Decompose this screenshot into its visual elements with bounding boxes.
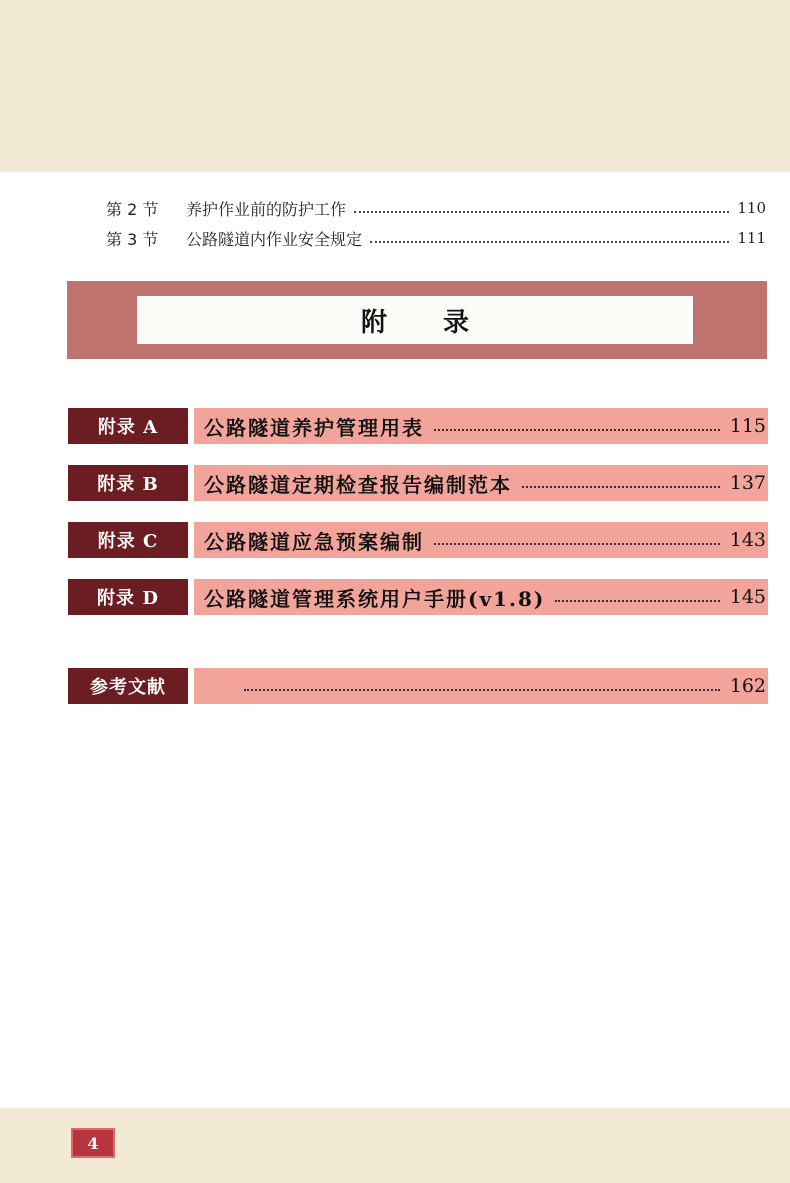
- toc-references-row[interactable]: [68, 668, 768, 704]
- appendix-page-number: 115: [729, 415, 766, 437]
- dot-leader: [555, 600, 719, 602]
- dot-leader: [370, 241, 729, 243]
- appendix-label: 附录 D: [68, 579, 188, 615]
- toc-appendix-row[interactable]: [68, 408, 768, 444]
- section-title: 公路隧道内作业安全规定: [186, 229, 363, 249]
- section-number: 第 3 节: [106, 229, 159, 249]
- appendix-label: 附录 C: [68, 522, 188, 558]
- appendix-title: 公路隧道定期检查报告编制范本: [204, 472, 512, 497]
- references-page-number: 162: [729, 675, 766, 697]
- appendix-banner-inner: [137, 296, 693, 344]
- section-number: 第 2 节: [106, 199, 159, 219]
- dot-leader: [244, 689, 720, 691]
- references-bar: [194, 668, 768, 704]
- section-page-number: 110: [737, 199, 766, 217]
- appendix-label: 附录 B: [68, 465, 188, 501]
- toc-appendix-row[interactable]: [68, 579, 768, 615]
- appendix-title-bar: [194, 522, 768, 558]
- appendix-title-bar: [194, 579, 768, 615]
- appendix-page-number: 137: [729, 472, 766, 494]
- appendix-banner: [67, 281, 767, 359]
- dot-leader: [434, 429, 720, 431]
- dot-leader: [522, 486, 720, 488]
- section-title: 养护作业前的防护工作: [186, 199, 347, 219]
- references-label: 参考文献: [68, 668, 188, 704]
- appendix-label: 附录 A: [68, 408, 188, 444]
- toc-appendix-row[interactable]: [68, 522, 768, 558]
- dot-leader: [354, 211, 729, 213]
- appendix-heading: 附录: [360, 307, 525, 338]
- appendix-title: 公路隧道管理系统用户手册(v1.8): [204, 586, 546, 611]
- section-page-number: 111: [737, 229, 766, 247]
- dot-leader: [434, 543, 720, 545]
- appendix-page-number: 145: [729, 586, 766, 608]
- top-background-band: [0, 0, 790, 172]
- toc-section-row[interactable]: [106, 226, 766, 250]
- appendix-title-bar: [194, 408, 768, 444]
- appendix-title: 公路隧道养护管理用表: [204, 415, 424, 440]
- appendix-title: 公路隧道应急预案编制: [204, 529, 424, 554]
- appendix-title-bar: [194, 465, 768, 501]
- page-number-badge: 4: [71, 1128, 115, 1158]
- toc-section-row[interactable]: [106, 196, 766, 220]
- appendix-page-number: 143: [729, 529, 766, 551]
- bottom-background-band: [0, 1108, 790, 1183]
- toc-appendix-row[interactable]: [68, 465, 768, 501]
